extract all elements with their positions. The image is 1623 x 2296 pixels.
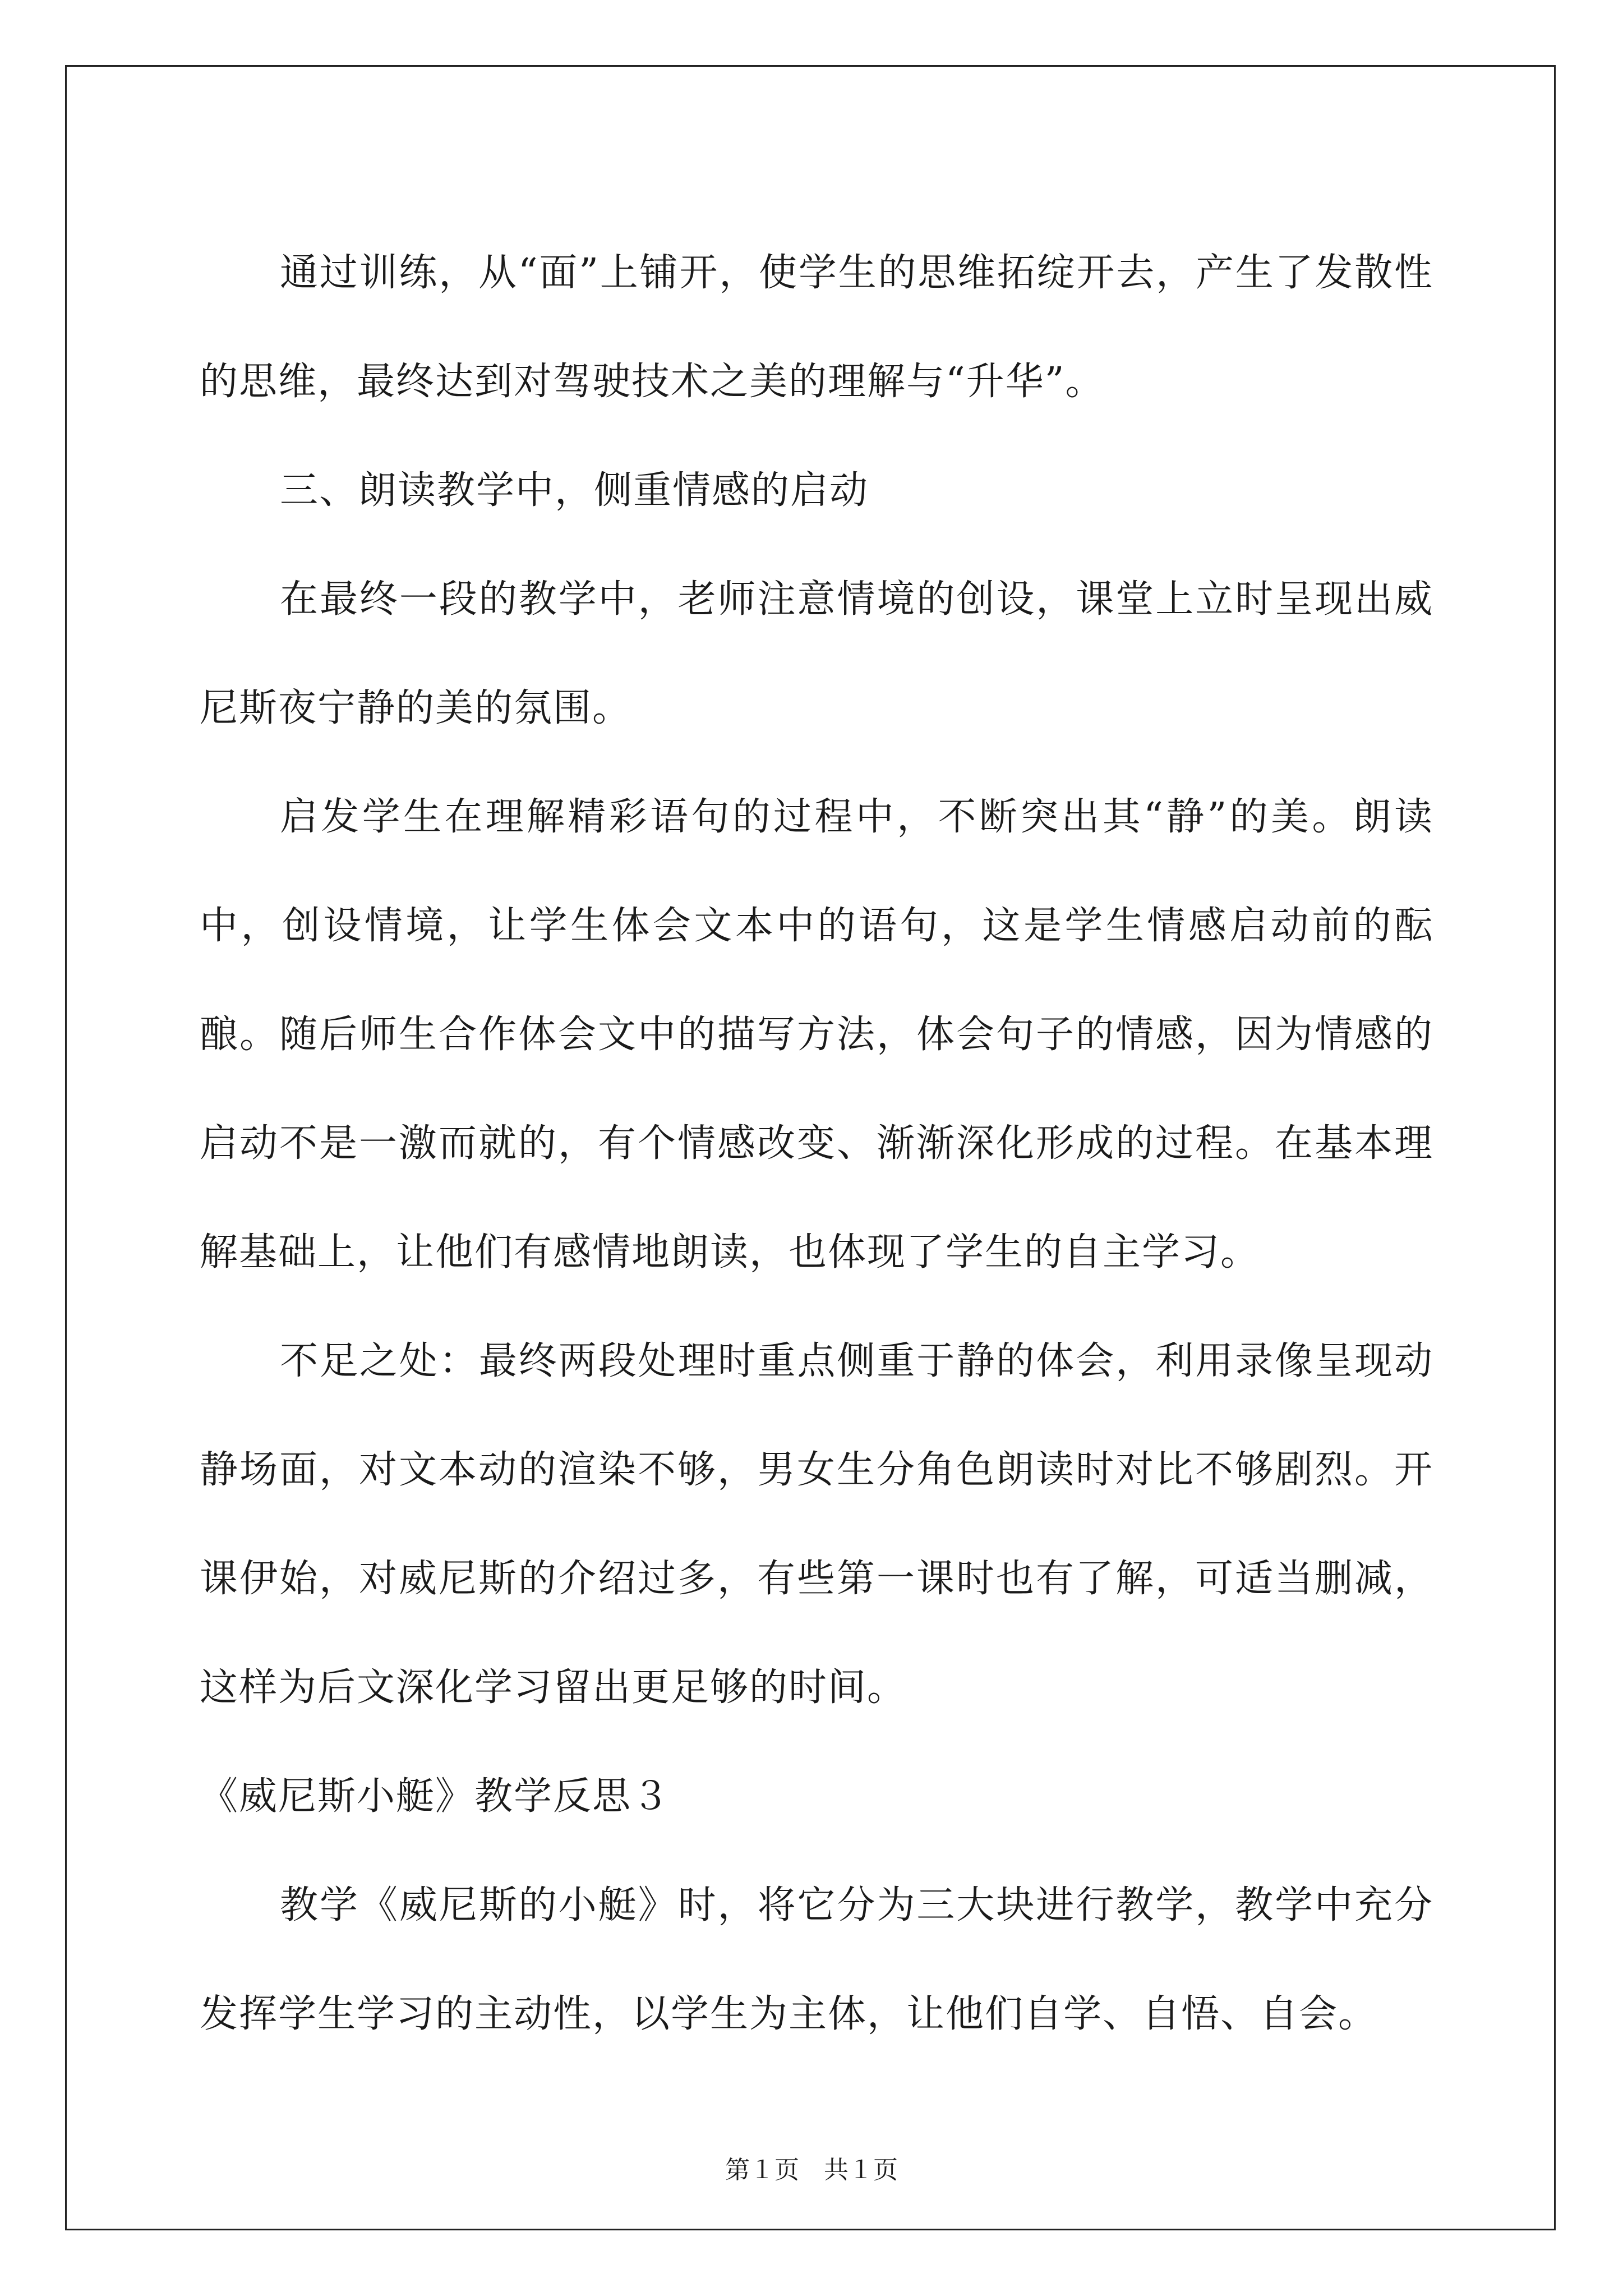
section-heading-reading: 三、朗读教学中，侧重情感的启动 xyxy=(280,468,869,513)
paragraph-last-section: 在最终一段的教学中，老师注意情境的创设，课堂上立时呈现出威尼斯夜宁静的美的氛围。 xyxy=(200,577,1433,730)
document-body xyxy=(200,219,1433,2069)
paragraph-shortcomings: 不足之处：最终两段处理时重点侧重于静的体会，利用录像呈现动静场面，对文本动的渲染不够，男女生分角色朗读时对比不够剧烈。开课伊始，对威尼斯的介绍过多，有些第一课时也有了解，可适当删减，这样为后文深化学习留出更足够的时间。 xyxy=(200,1339,1433,1710)
paragraph-training: 通过训练，从“面”上铺开，使学生的思维拓绽开去，产生了发散性的思维，最终达到对驾驶技术之美的理解与“升华”。 xyxy=(200,251,1433,404)
page-number: 第１页 共１页 xyxy=(725,2156,898,2184)
paragraph-teaching-intro: 教学《威尼斯的小艇》时，将它分为三大块进行教学，教学中充分发挥学生学习的主动性，以学生为主体，让他们自学、自悟、自会。 xyxy=(200,1883,1433,2036)
paragraph-inspire-students: 启发学生在理解精彩语句的过程中，不断突出其“静”的美。朗读中，创设情境，让学生体会文本中的语句，这是学生情感启动前的酝酿。随后师生合作体会文中的描写方法，体会句子的情感，因为情感的启动不是一激而就的，有个情感改变、渐渐深化形成的过程。在基本理解基础上，让他们有感情地朗读，也体现了学生的自主学习。 xyxy=(200,795,1433,1274)
reflection-title: 《威尼斯小艇》教学反思３ xyxy=(200,1774,671,1819)
